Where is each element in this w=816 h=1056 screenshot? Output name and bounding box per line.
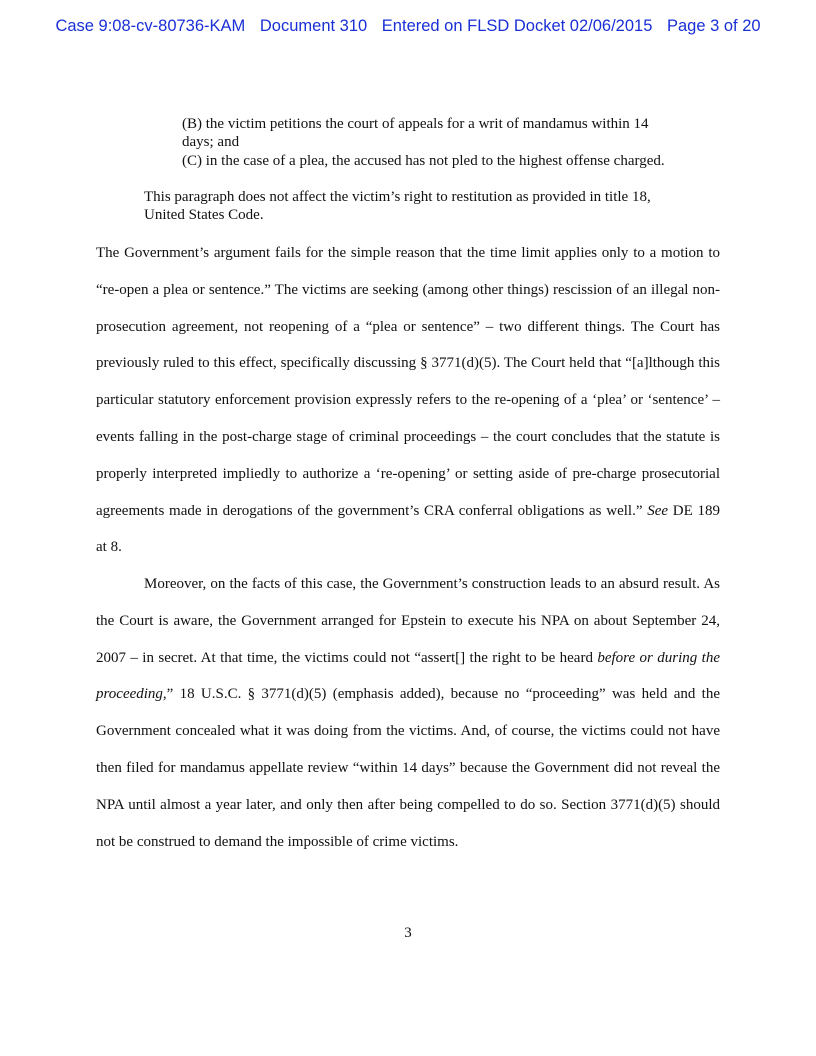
citation-reference: DE 189 at 8. <box>96 502 721 556</box>
statute-item-c: (C) in the case of a plea, the accused has not pled to the highest offense charged. <box>182 152 665 169</box>
statute-quote <box>182 115 672 170</box>
statute-note: This paragraph does not affect the victim’s right to restitution as provided in title 18, United States Code. <box>144 189 651 224</box>
emphasized-quote: before or during the proceeding <box>96 649 720 703</box>
body-paragraph-1 <box>96 235 720 566</box>
docket-entry: Entered on FLSD Docket 02/06/2015 <box>381 17 653 35</box>
paragraph-2-text-a: Moreover, on the facts of this case, the Government’s construction leads to an absurd result. As the Court is aware, the Government arranged for Epstein to execute his NPA on about September 24, 2007 – in secret. At that time, the victims could not “assert[] the right to be heard <box>96 576 720 666</box>
docket-header <box>0 17 816 36</box>
paragraph-2-text-b: ,” 18 U.S.C. § 3771(d)(5) (emphasis added), because no “proceeding” was held and the Government concealed what it was doing from the victims. And, of course, the victims could not have then filed for mandamus appellate review “within 14 days” because the Government did not reveal the NPA until almost a year later, and only then after being compelled to do so. Section 3771(d)(5) should not be construed to demand the impossible of crime victims. <box>96 686 720 850</box>
citation-signal: See <box>647 502 669 519</box>
statute-item-b: (B) the victim petitions the court of appeals for a writ of mandamus within 14 days; and <box>182 116 649 151</box>
page-number: 3 <box>404 925 412 941</box>
body-paragraph-2 <box>96 566 720 860</box>
document-number: Document 310 <box>259 17 368 35</box>
page-indicator: Page 3 of 20 <box>666 17 761 35</box>
case-number: Case 9:08-cv-80736-KAM <box>55 17 246 35</box>
paragraph-1-text: The Government’s argument fails for the simple reason that the time limit applies only to a motion to “re-open a plea or sentence.” The victims are seeking (among other things) rescission of an illegal non-prosecution agreement, not reopening of a “plea or sentence” – two different things. The Court has previously ruled to this effect, specifically discussing § 3771(d)(5). The Court held that “[a]lthough this particular statutory enforcement provision expressly refers to the re-opening of a ‘plea’ or ‘sentence’ – events falling in the post-charge stage of criminal proceedings – the court concludes that the statute is properly interpreted impliedly to authorize a ‘re-opening’ or setting aside of pre-charge prosecutorial agreements made in derogations of the government’s CRA conferral obligations as well.” <box>96 245 720 519</box>
